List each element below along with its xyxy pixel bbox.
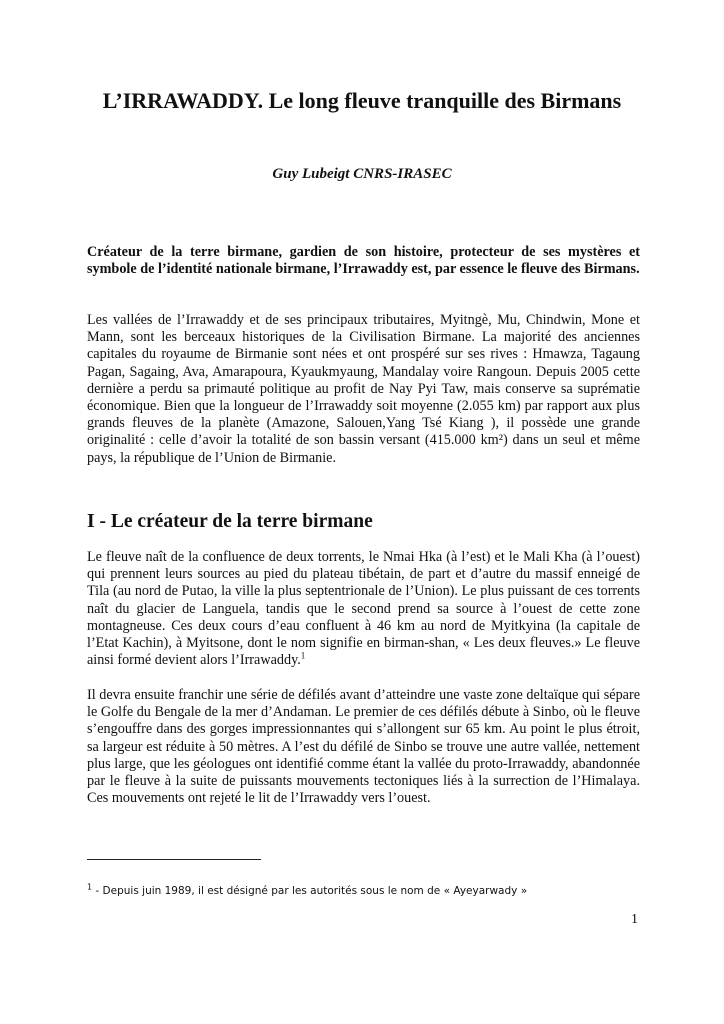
footnote-reference[interactable]: 1: [300, 650, 306, 661]
footnote: [87, 882, 647, 897]
abstract-paragraph: Créateur de la terre birmane, gardien de son histoire, protecteur de ses mystères et symbole de l’identité nationale birmane, l’Irrawaddy est, par essence le fleuve des Birmans.: [87, 244, 640, 278]
section-paragraph-2: Il devra ensuite franchir une série de défilés avant d’atteindre une vaste zone deltaïque qui sépare le Golfe du Bengale de la mer d’Andaman. Le premier de ces défilés débute à Sinbo, où le fleuve s’engouffre dans des gorges impressionnantes qui s’allongent sur 65 km. Au point le plus étroit, sa largeur est réduite à 50 mètres. A l’est du défilé de Sinbo se trouve une autre vallée, nettement plus large, que les géologues ont identifié comme étant la vallée du proto-Irrawaddy, abandonnée par le fleuve à la suite de puissants mouvements tectoniques liés à la surrection de l’Himalaya. Ces mouvements ont rejeté le lit de l’Irrawaddy vers l’ouest.: [87, 687, 640, 807]
footnote-marker: 1: [87, 882, 93, 892]
section-heading: I - Le créateur de la terre birmane: [87, 511, 373, 532]
footnote-text: - Depuis juin 1989, il est désigné par les autorités sous le nom de « Ayeyarwady »: [92, 885, 528, 897]
author-line: Guy Lubeigt CNRS-IRASEC: [272, 166, 452, 182]
section-paragraph-1: [87, 549, 640, 669]
section-paragraph-1-text: Le fleuve naît de la confluence de deux torrents, le Nmai Hka (à l’est) et le Mali Kha (à l’ouest) qui prennent leurs sources au pied du plateau tibétain, de part et d’autre du massif enneigé de Tila (au nord de Putao, la ville la plus septentrionale de l’Union). Le plus puissant de ces torrents naît du glacier de Languela, tandis que le second prend sa source à l’ouest de cette zone montagneuse. Ces deux cours d’eau confluent à 46 km au nord de Myitkyina (la capitale de l’Etat Kachin), à Myitsone, dont le nom signifie en birman-shan, « Les deux fleuves.» Le fleuve ainsi formé devient alors l’Irrawaddy.: [87, 549, 640, 669]
document-title: L’IRRAWADDY. Le long fleuve tranquille des Birmans: [102, 88, 622, 113]
footnote-separator: [87, 859, 261, 860]
page-number: 1: [631, 912, 638, 927]
intro-paragraph: Les vallées de l’Irrawaddy et de ses principaux tributaires, Myitngè, Mu, Chindwin, Mone et Mann, sont les berceaux historiques de la Civilisation Birmane. La majorité des anciennes capitales du royaume de Birmanie sont nées et ont prospéré sur ses rives : Hmawza, Tagaung Pagan, Sagaing, Ava, Amarapoura, Kyaukmyaung, Mandalay voire Rangoun. Depuis 2005 cette dernière a perdu sa primauté politique au profit de Nay Pyi Taw, mais conserve sa suprématie économique. Bien que la longueur de l’Irrawaddy soit moyenne (2.055 km) par rapport aux plus grands fleuves de la planète (Amazone, Salouen,Yang Tsé Kiang ), il possède une grande originalité : celle d’avoir la totalité de son bassin versant (415.000 km²) dans un seul et même pays, la république de l’Union de Birmanie.: [87, 312, 640, 466]
